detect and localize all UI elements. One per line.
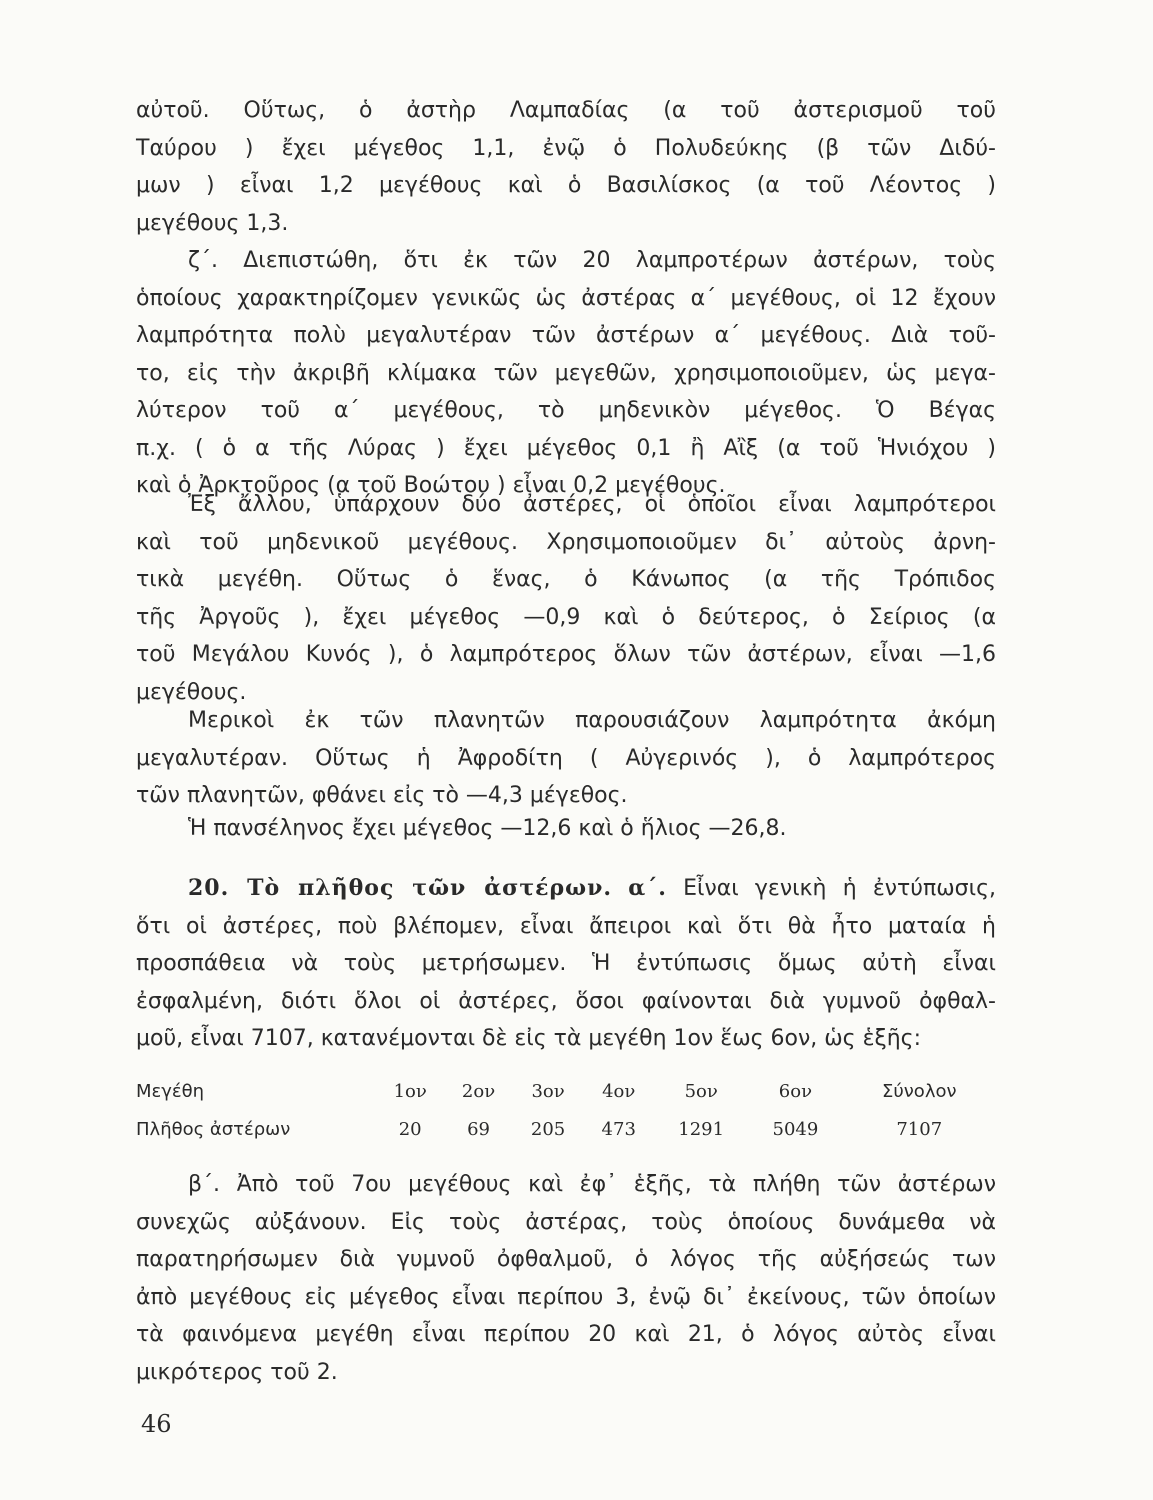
text-line: παρατηρήσωμεν διὰ γυμνοῦ ὀφθαλμοῦ, ὁ λόγος τῆς αὐξήσεώς των: [136, 1247, 996, 1272]
paragraph-zeta: [136, 242, 996, 505]
table-cell: 20: [398, 1118, 422, 1140]
text-line: ζ΄. Διεπιστώθη, ὅτι ἐκ τῶν 20 λαμπροτέρων ἀστέρων, τοὺς: [188, 248, 996, 273]
text-line: Ἡ πανσέληνος ἔχει μέγεθος —12,6 καὶ ὁ ἥλιος —26,8.: [188, 816, 787, 841]
text-line: λύτερον τοῦ α΄ μεγέθους, τὸ μηδενικὸν μέγεθος. Ὁ Βέγας: [136, 398, 996, 423]
table-cell: 69: [467, 1118, 490, 1140]
text-line: τῆς Ἀργοῦς ), ἔχει μέγεθος —0,9 καὶ ὁ δεύτερος, ὁ Σείριος (α: [136, 604, 996, 630]
heading-line-text: Εἶναι γενικὴ ἡ ἐντύπωσις,: [683, 876, 996, 901]
text-line: προσπάθεια νὰ τοὺς μετρήσωμεν. Ἡ ἐντύπωσις ὅμως αὐτὴ εἶναι: [136, 951, 996, 976]
text-line: αὐτοῦ. Οὕτως, ὁ ἀστὴρ Λαμπαδίας (α τοῦ ἀστερισμοῦ τοῦ: [136, 98, 996, 123]
table-cell: 2ον: [461, 1080, 496, 1102]
table-cell: Πλῆθος ἀστέρων: [136, 1118, 291, 1140]
text-line: μικρότερος τοῦ 2.: [136, 1359, 338, 1385]
text-line: π.χ. ( ὁ α τῆς Λύρας ) ἔχει μέγεθος 0,1 ἢ Αἲξ (α τοῦ Ἡνιόχου ): [136, 435, 996, 461]
magnitude-table: [136, 1072, 996, 1148]
section-heading: 20. Τὸ πλῆθος τῶν ἀστέρων.: [188, 875, 613, 901]
text-line: συνεχῶς αὐξάνουν. Εἰς τοὺς ἀστέρας, τοὺς ὁποίους δυνάμεθα νὰ: [136, 1209, 996, 1235]
table-cell: 205: [530, 1118, 566, 1140]
text-line: μεγέθους.: [136, 679, 247, 705]
paragraph-beta: [136, 1166, 996, 1391]
section-20: [136, 870, 996, 1058]
text-line: λαμπρότητα πολὺ μεγαλυτέραν τῶν ἀστέρων α΄ μεγέθους. Διὰ τοῦ-: [136, 323, 996, 348]
text-line: καὶ ὁ Ἀρκτοῦρος (α τοῦ Βοώτου ) εἶναι 0,2 μεγέθους.: [136, 473, 726, 498]
text-line: τοῦ Μεγάλου Κυνός ), ὁ λαμπρότερος ὅλων τῶν ἀστέρων, εἶναι —1,6: [136, 642, 996, 667]
page-number: 46: [141, 1410, 172, 1438]
text-line: μων ) εἶναι 1,2 μεγέθους καὶ ὁ Βασιλίσκος (α τοῦ Λέοντος ): [136, 173, 996, 198]
text-line: καὶ τοῦ μηδενικοῦ μεγέθους. Χρησιμοποιοῦμεν δι᾽ αὐτοὺς ἀρνη-: [136, 529, 996, 555]
text-line: ἐσφαλμένη, διότι ὅλοι οἱ ἀστέρες, ὅσοι φαίνονται διὰ γυμνοῦ ὀφθαλ-: [136, 988, 996, 1014]
table-cell: 6ον: [778, 1080, 813, 1102]
table-header-row: [136, 1072, 996, 1110]
paragraph-moon-sun: [136, 810, 996, 848]
text-line: μοῦ, εἶναι 7107, κατανέμονται δὲ εἰς τὰ μεγέθη 1ον ἕως 6ον, ὡς ἑξῆς:: [136, 1026, 922, 1051]
text-line: το, εἰς τὴν ἀκριβῆ κλίμακα τῶν μεγεθῶν, χρησιμοποιοῦμεν, ὡς μεγα-: [136, 360, 996, 386]
text-line: ὅτι οἱ ἀστέρες, ποὺ βλέπομεν, εἶναι ἄπειροι καὶ ὅτι θὰ ἦτο ματαία ἡ: [136, 913, 996, 939]
text-line: ἀπὸ μεγέθους εἰς μέγεθος εἶναι περίπου 3, ἐνῷ δι᾽ ἐκείνους, τῶν ὁποίων: [136, 1284, 996, 1310]
table-cell: 1291: [678, 1118, 725, 1140]
paragraph-planets: [136, 702, 996, 815]
table-cell: 5049: [772, 1118, 819, 1140]
section-sub-label: α΄.: [628, 875, 667, 901]
table-row: [136, 1110, 996, 1148]
table-cell: Μεγέθη: [136, 1080, 205, 1102]
table-cell: 1ον: [393, 1080, 427, 1102]
text-line: μεγαλυτέραν. Οὕτως ἡ Ἀφροδίτη ( Αὐγερινός ), ὁ λαμπρότερος: [136, 745, 996, 771]
paragraph-1: [136, 92, 996, 242]
text-line: Μερικοὶ ἐκ τῶν πλανητῶν παρουσιάζουν λαμπρότητα ἀκόμη: [188, 708, 996, 733]
text-line: ὁποίους χαρακτηρίζομεν γενικῶς ὡς ἀστέρας α΄ μεγέθους, οἱ 12 ἔχουν: [136, 285, 996, 311]
text-line: Ταύρου ) ἔχει μέγεθος 1,1, ἐνῷ ὁ Πολυδεύκης (β τῶν Διδύ-: [136, 135, 996, 161]
table-cell: 473: [601, 1118, 636, 1140]
text-line: Ἐξ ἄλλου, ὑπάρχουν δύο ἀστέρες, οἱ ὁποῖοι εἶναι λαμπρότεροι: [188, 492, 996, 517]
table-cell: 3ον: [531, 1080, 565, 1102]
table-cell: 5ον: [684, 1080, 718, 1102]
paragraph-negative-magnitudes: [136, 486, 996, 711]
table-cell: Σύνολον: [881, 1080, 957, 1102]
text-line: τικὰ μεγέθη. Οὕτως ὁ ἕνας, ὁ Κάνωπος (α τῆς Τρόπιδος: [136, 567, 996, 592]
text-line: τῶν πλανητῶν, φθάνει εἰς τὸ —4,3 μέγεθος.: [136, 783, 628, 808]
text-line: μεγέθους 1,3.: [136, 210, 289, 236]
text-line: τὰ φαινόμενα μεγέθη εἶναι περίπου 20 καὶ 21, ὁ λόγος αὐτὸς εἶναι: [136, 1322, 996, 1347]
table-cell: 4ον: [602, 1080, 636, 1102]
section-heading-line: [136, 870, 996, 908]
table-cell: 7107: [896, 1118, 943, 1140]
text-line: β΄. Ἀπὸ τοῦ 7ου μεγέθους καὶ ἐφ᾽ ἑξῆς, τὰ πλήθη τῶν ἀστέρων: [188, 1172, 996, 1197]
